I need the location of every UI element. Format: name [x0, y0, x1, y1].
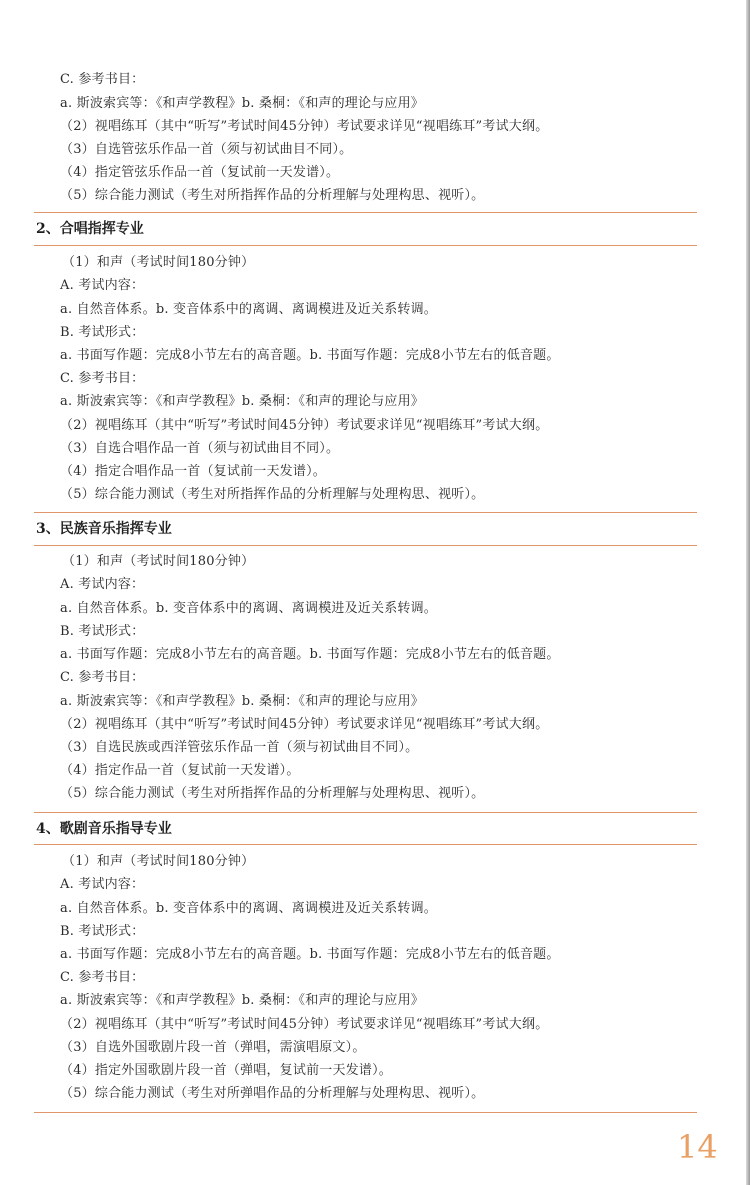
- text-line: C. 参考书目：: [60, 670, 145, 685]
- text-line: （4）指定作品一首（复试前一天发谱）。: [60, 763, 300, 778]
- section-heading: 2、合唱指挥专业: [36, 221, 144, 237]
- text-line: （5）综合能力测试（考生对所指挥作品的分析理解与处理构思、视听）。: [60, 786, 485, 801]
- page-edge-shadow: [746, 0, 750, 1185]
- section-divider: [34, 212, 697, 213]
- text-line: （2）视唱练耳（其中“听写”考试时间45分钟）考试要求详见“视唱练耳”考试大纲。: [60, 119, 549, 134]
- text-line: a. 书面写作题：完成8小节左右的高音题。b. 书面写作题：完成8小节左右的低音题。: [60, 647, 560, 662]
- text-line: （2）视唱练耳（其中“听写”考试时间45分钟）考试要求详见“视唱练耳”考试大纲。: [60, 717, 549, 732]
- section-divider: [34, 1112, 697, 1113]
- text-line: （5）综合能力测试（考生对所指挥作品的分析理解与处理构思、视听）。: [60, 188, 485, 203]
- text-line: （4）指定管弦乐作品一首（复试前一天发谱）。: [60, 165, 340, 180]
- text-line: C. 参考书目：: [60, 371, 145, 386]
- text-line: A. 考试内容：: [60, 278, 145, 293]
- text-line: A. 考试内容：: [60, 877, 145, 892]
- text-line: （2）视唱练耳（其中“听写”考试时间45分钟）考试要求详见“视唱练耳”考试大纲。: [60, 418, 549, 433]
- text-line: C. 参考书目：: [60, 970, 145, 985]
- text-line: B. 考试形式：: [60, 325, 145, 340]
- text-line: B. 考试形式：: [60, 624, 145, 639]
- text-line: A. 考试内容：: [60, 577, 145, 592]
- text-line: （3）自选合唱作品一首（须与初试曲目不同）。: [60, 441, 340, 456]
- text-line: a. 斯波索宾等：《和声学教程》b. 桑桐：《和声的理论与应用》: [60, 694, 425, 709]
- text-line: （3）自选管弦乐作品一首（须与初试曲目不同）。: [60, 142, 353, 157]
- text-line: （2）视唱练耳（其中“听写”考试时间45分钟）考试要求详见“视唱练耳”考试大纲。: [60, 1017, 549, 1032]
- text-line: a. 斯波索宾等：《和声学教程》b. 桑桐：《和声的理论与应用》: [60, 96, 425, 111]
- section-divider: [34, 844, 697, 845]
- text-line: （4）指定外国歌剧片段一首（弹唱，复试前一天发谱）。: [60, 1063, 392, 1078]
- text-line: （3）自选外国歌剧片段一首（弹唱，需演唱原文）。: [60, 1040, 366, 1055]
- text-line: a. 斯波索宾等：《和声学教程》b. 桑桐：《和声的理论与应用》: [60, 394, 425, 409]
- page-number: 14: [677, 1128, 718, 1166]
- text-line: a. 自然音体系。b. 变音体系中的离调、离调模进及近关系转调。: [60, 302, 438, 317]
- text-line: a. 自然音体系。b. 变音体系中的离调、离调模进及近关系转调。: [60, 601, 438, 616]
- text-line: （1）和声（考试时间180分钟）: [62, 255, 255, 270]
- text-line: （3）自选民族或西洋管弦乐作品一首（须与初试曲目不同）。: [60, 740, 419, 755]
- section-divider: [34, 245, 697, 246]
- section-divider: [34, 512, 697, 513]
- text-line: （5）综合能力测试（考生对所弹唱作品的分析理解与处理构思、视听）。: [60, 1086, 485, 1101]
- text-line: （1）和声（考试时间180分钟）: [62, 854, 255, 869]
- text-line: B. 考试形式：: [60, 924, 145, 939]
- text-line: a. 书面写作题：完成8小节左右的高音题。b. 书面写作题：完成8小节左右的低音题。: [60, 947, 560, 962]
- section-heading: 4、歌剧音乐指导专业: [36, 821, 172, 837]
- text-line: a. 斯波索宾等：《和声学教程》b. 桑桐：《和声的理论与应用》: [60, 993, 425, 1008]
- text-line: （5）综合能力测试（考生对所指挥作品的分析理解与处理构思、视听）。: [60, 487, 485, 502]
- section-heading: 3、民族音乐指挥专业: [36, 521, 172, 537]
- section-divider: [34, 812, 697, 813]
- text-line: a. 书面写作题：完成8小节左右的高音题。b. 书面写作题：完成8小节左右的低音题。: [60, 348, 560, 363]
- text-line: （1）和声（考试时间180分钟）: [62, 554, 255, 569]
- text-line: a. 自然音体系。b. 变音体系中的离调、离调模进及近关系转调。: [60, 901, 438, 916]
- text-line: （4）指定合唱作品一首（复试前一天发谱）。: [60, 464, 326, 479]
- section-divider: [34, 545, 697, 546]
- text-line: C. 参考书目：: [60, 72, 145, 87]
